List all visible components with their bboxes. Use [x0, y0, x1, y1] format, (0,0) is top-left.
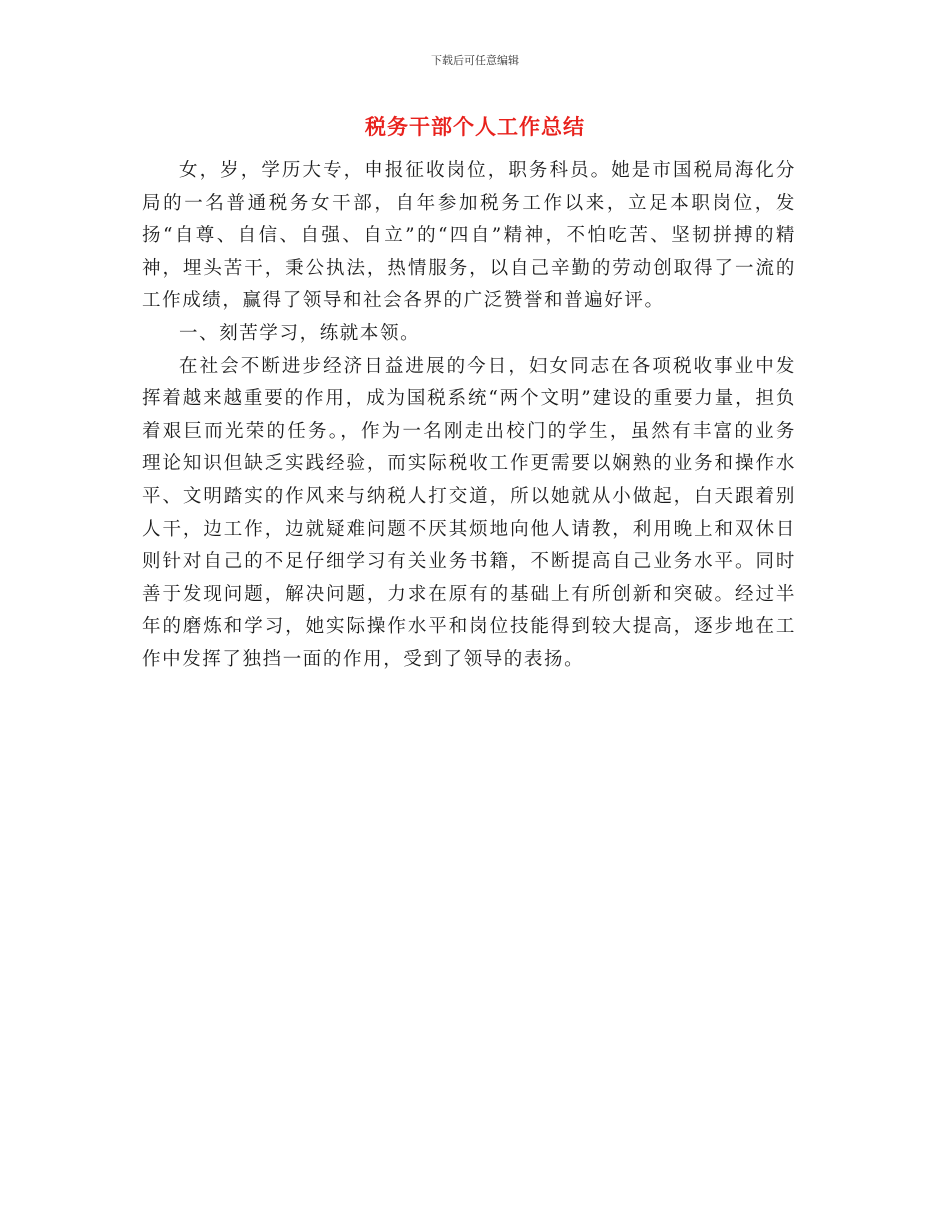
document-body	[142, 155, 796, 677]
paragraph-section-1: 在社会不断进步经济日益进展的今日，妇女同志在各项税收事业中发挥着越来越重要的作用，成为国税系统“两个文明”建设的重要力量，担负着艰巨而光荣的任务。，作为一名刚走出校门的学生，虽然有丰富的业务理论知识但缺乏实践经验，而实际税收工作更需要以娴熟的业务和操作水平、文明踏实的作风来与纳税人打交道，所以她就从小做起，白天跟着别人干，边工作，边就疑难问题不厌其烦地向他人请教，利用晚上和双休日则针对自己的不足仔细学习有关业务书籍，不断提高自己业务水平。同时善于发现问题，解决问题，力求在原有的基础上有所创新和突破。经过半年的磨炼和学习，她实际操作水平和岗位技能得到较大提高，逐步地在工作中发挥了独挡一面的作用，受到了领导的表扬。	[142, 355, 796, 670]
paragraph-intro: 女，岁，学历大专，申报征收岗位，职务科员。她是市国税局海化分局的一名普通税务女干部，自年参加税务工作以来，立足本职岗位，发扬“自尊、自信、自强、自立”的“四自”精神，不怕吃苦、坚韧拼搏的精神，埋头苦干，秉公执法，热情服务，以自己辛勤的劳动创取得了一流的工作成绩，赢得了领导和社会各界的广泛赞誉和普遍好评。	[142, 160, 796, 312]
header-note: 下载后可任意编辑	[431, 54, 519, 67]
document-title: 税务干部个人工作总结	[365, 115, 585, 139]
section-heading-1: 一、刻苦学习，练就本领。	[179, 322, 421, 344]
